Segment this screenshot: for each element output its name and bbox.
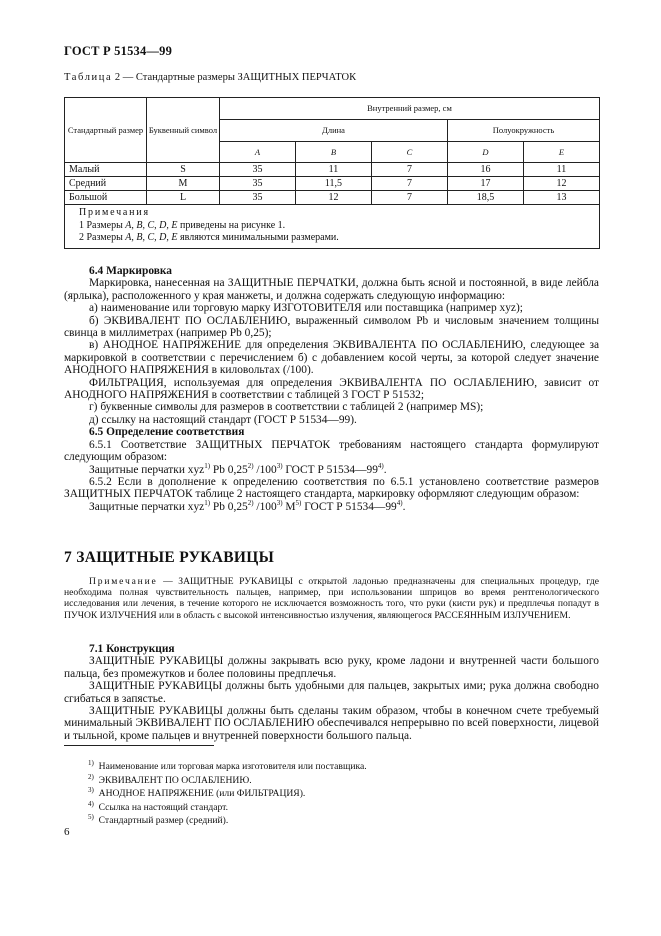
footnote: $^{3)}$ АНОДНОЕ НАПРЯЖЕНИЕ (или ФИЛЬТРАЦИЯ). [88, 786, 306, 800]
footnote-divider [64, 745, 214, 746]
cell-c: 7 [372, 177, 448, 191]
cell-a: 35 [220, 177, 296, 191]
table-row [65, 177, 600, 191]
sizes-table [64, 97, 600, 249]
filtration-paragraph: ФИЛЬТРАЦИЯ, используемая для определения ЭКВИВАЛЕНТА ПО ОСЛАБЛЕНИЮ, зависит от АНОДНОГО НАПРЯЖЕНИЯ в соответствии с таблицей 3 ГОСТ Р 51532; [64, 376, 599, 402]
table-row [65, 191, 600, 205]
footnote: $^{4)}$ Ссылка на настоящий стандарт. [88, 799, 229, 813]
marking-example-1: Защитные перчатки xyz$^{1)}$ Pb 0,25$^{2)}$ /100$^{3)}$ ГОСТ Р 51534—99$^{4)}$. [89, 461, 387, 476]
section-6-5-title: 6.5 Определение соответствия [89, 426, 245, 439]
section-6-4-title: 6.4 Маркировка [89, 265, 172, 277]
cell-b: 11 [296, 163, 372, 177]
cell-a: 35 [220, 191, 296, 205]
cell-e: 12 [524, 177, 600, 191]
table-notes [65, 205, 600, 249]
cell-d: 18,5 [448, 191, 524, 205]
note-2: 2 Размеры A, B, C, D, E являются минимальными размерами. [79, 232, 339, 243]
col-header-e: E [524, 142, 600, 163]
list-item: б) ЭКВИВАЛЕНТ ПО ОСЛАБЛЕНИЮ, выраженный символом Pb и числовым значением толщины свинца в миллиметрах (например Pb 0,25); [64, 314, 599, 340]
col-header-b: B [296, 142, 372, 163]
document-header: ГОСТ Р 51534—99 [64, 44, 173, 58]
paragraph: ЗАЩИТНЫЕ РУКАВИЦЫ должны быть удобными для пальцев, закрытых ими; рука должна свободно сгибаться в запястье. [64, 680, 599, 705]
cell-c: 7 [372, 191, 448, 205]
row-name: Малый [65, 163, 147, 177]
row-name: Средний [65, 177, 147, 191]
cell-b: 11,5 [296, 177, 372, 191]
footnotes [88, 760, 367, 828]
list-item: г) буквенные символы для размеров в соответствии с таблицей 2 (например MS); [89, 401, 484, 414]
row-symbol: L [147, 191, 220, 205]
footnote: $^{2)}$ ЭКВИВАЛЕНТ ПО ОСЛАБЛЕНИЮ. [88, 772, 252, 786]
section-6-4-6-5 [64, 265, 599, 513]
col-header-letter-symbol: Буквенный символ [147, 98, 220, 163]
col-header-d: D [448, 142, 524, 163]
list-item: в) АНОДНОЕ НАПРЯЖЕНИЕ для определения ЭКВИВАЛЕНТА ПО ОСЛАБЛЕНИЮ, следующее за маркировкой в соответствии с перечислением б) с добавлением косой черты, за которой следует значение АНОДНОГО НАПРЯЖЕНИЯ в киловольтах (/100). [64, 339, 599, 377]
cell-b: 12 [296, 191, 372, 205]
clause-6-5-2: 6.5.2 Если в дополнение к определению соответствия по 6.5.1 установлено соответствие размеров ЗАЩИТНЫХ ПЕРЧАТОК таблице 2 настоящего стандарта, маркировку оформляют следующим образом: [64, 475, 599, 501]
footnote: $^{5)}$ Стандартный размер (средний). [88, 813, 229, 827]
note-1: 1 Размеры A, B, C, D, E приведены на рисунке 1. [79, 219, 286, 231]
section-7-1 [64, 643, 599, 742]
section-7-title: 7 ЗАЩИТНЫЕ РУКАВИЦЫ [64, 549, 275, 566]
col-header-c: C [372, 142, 448, 163]
col-header-length: Длина [220, 120, 448, 142]
page-number: 6 [64, 826, 70, 838]
section-7-note: Примечание — ЗАЩИТНЫЕ РУКАВИЦЫ с открытой ладонью предназначены для специальных процедур, где необходима полная чувствительность пальцев, например, при использовании шприцов во время рентгенологического исследования или лечения, в течение которого не исключается возможность того, что руки (кисти рук) и предплечья попадут в ПУЧОК ИЗЛУЧЕНИЯ или в область с высокой интенсивностью излучения, являющегося РАССЕЯННЫМ ИЗЛУЧЕНИЕМ. [64, 576, 599, 621]
section-7-1-title: 7.1 Конструкция [89, 643, 175, 655]
paragraph: ЗАЩИТНЫЕ РУКАВИЦЫ должны быть сделаны таким образом, чтобы в конечном счете требуемый минимальный ЭКВИВАЛЕНТ ПО ОСЛАБЛЕНИЮ обеспечивался непрерывно по всей поверхности, лицевой и тыльной, кроме пальцев и внутренней поверхности большого пальца. [64, 705, 599, 742]
clause-6-5-1: 6.5.1 Соответствие ЗАЩИТНЫХ ПЕРЧАТОК требованиям настоящего стандарта формулируют следующим образом: [64, 438, 599, 464]
paragraph: ЗАЩИТНЫЕ РУКАВИЦЫ должны закрывать всю руку, кроме ладони и внутренней части большого пальца, без промежутков и более половины предплечья. [64, 655, 599, 680]
list-item: д) ссылку на настоящий стандарт (ГОСТ Р 51534—99). [89, 413, 357, 426]
list-item: а) наименование или торговую марку ИЗГОТОВИТЕЛЯ или поставщика (например xyz); [89, 302, 523, 315]
cell-e: 11 [524, 163, 600, 177]
col-header-half-circumference: Полуокружность [448, 120, 600, 142]
col-header-standard-size: Стандартный размер [65, 98, 147, 163]
table-row [65, 163, 600, 177]
marking-example-2: Защитные перчатки xyz$^{1)}$ Pb 0,25$^{2)}$ /100$^{3)}$ $M^{5)}$ ГОСТ Р 51534—99$^{4)}$. [89, 498, 406, 513]
cell-d: 17 [448, 177, 524, 191]
cell-e: 13 [524, 191, 600, 205]
col-header-internal-size: Внутренний размер, см [220, 98, 600, 120]
notes-title: Примечания [79, 207, 150, 218]
table-caption-text: — Стандартные размеры ЗАЩИТНЫХ ПЕРЧАТОК [122, 72, 357, 83]
cell-d: 16 [448, 163, 524, 177]
row-symbol: S [147, 163, 220, 177]
row-name: Большой [65, 191, 147, 205]
col-header-a: A [220, 142, 296, 163]
table-caption-number: 2 [114, 72, 121, 83]
cell-c: 7 [372, 163, 448, 177]
section-6-4-intro: Маркировка, нанесенная на ЗАЩИТНЫЕ ПЕРЧАТКИ, должна быть ясной и постоянной, в виде лейбла (ярлыка), расположенного у края манжеты, и должна содержать следующую информацию: [64, 277, 599, 302]
table-caption-label: Таблица [64, 72, 113, 83]
table-caption [64, 72, 356, 83]
row-symbol: M [147, 177, 220, 191]
cell-a: 35 [220, 163, 296, 177]
footnote: $^{1)}$ Наименование или торговая марка изготовителя или поставщика. [88, 758, 367, 772]
